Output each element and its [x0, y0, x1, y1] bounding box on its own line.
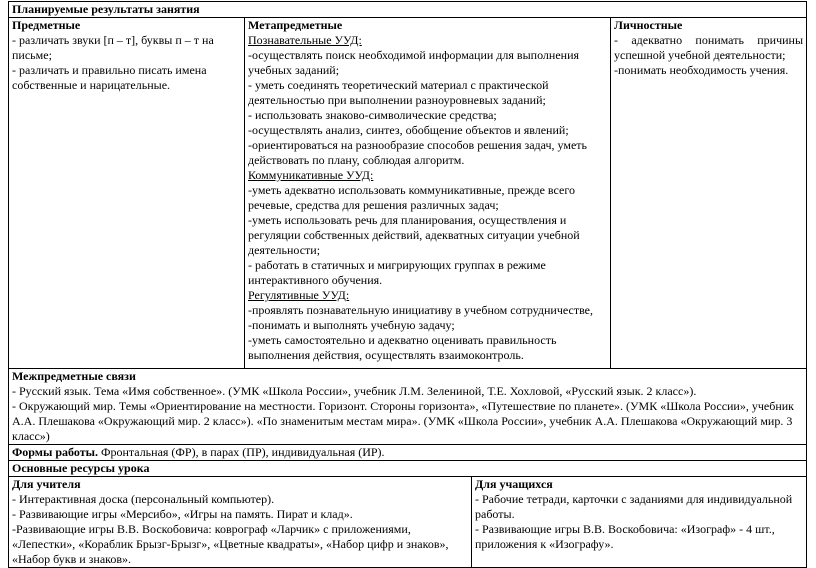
meta-line: -уметь адекватно использовать коммуникативные, прежде всего речевые, средства для решения различных задач; [248, 183, 575, 212]
teacher-line: - Интерактивная доска (персональный компьютер). [12, 492, 275, 506]
links-row [9, 369, 807, 445]
forms-row [9, 445, 807, 461]
meta-line: - использовать знаково-символические средства; [248, 108, 497, 122]
meta-line: - уметь соединять теоретический материал с практической деятельностью при выполнении разноуровневых заданий; [248, 78, 549, 107]
resources-header-row [9, 461, 807, 477]
resources-title: Основные ресурсы урока [12, 461, 150, 475]
results-table [8, 1, 807, 568]
meta-line: -осуществлять поиск необходимой информации для выполнения учебных заданий; [248, 48, 580, 77]
student-title: Для учащихся [475, 477, 553, 491]
personal-title: Личностные [614, 18, 683, 32]
subject-line: - различать звуки [п – т], буквы п – т на письме; [12, 33, 214, 62]
meta-line: - работать в статичных и мигрирующих группах в режиме интерактивного обучения. [248, 258, 546, 287]
teacher-cell [9, 477, 472, 568]
meta-cell [245, 18, 611, 369]
subject-cell [9, 18, 245, 369]
cognitive-group-title: Познавательные УУД: [248, 33, 362, 47]
regulatory-group-title: Регулятивные УУД: [248, 288, 350, 302]
links-line: - Окружающий мир. Темы «Ориентирование на местности. Горизонт. Стороны горизонта», «Путешествие по планете». (УМК «Школа России», учебник А.А. Плешакова «Окружающий мир. 2 класс»). «По знаменитым местам мира». (УМК «Школа России», учебник А.А. Плешакова «Окружающий мир. 3 класс») [12, 399, 794, 443]
resources-row [9, 477, 807, 568]
meta-line: -понимать и выполнять учебную задачу; [248, 318, 455, 332]
teacher-line: - Развивающие игры «Мерсибо», «Игры на память. Пират и клад». [12, 507, 353, 521]
meta-line: -проявлять познавательную инициативу в учебном сотрудничестве, [248, 303, 594, 317]
student-line: - Рабочие тетради, карточки с заданиями для индивидуальной работы. [475, 492, 793, 521]
meta-line: -уметь использовать речь для планирования, осуществления и регуляции собственных действий, адекватных ситуации учебной деятельности; [248, 213, 580, 257]
meta-line: -осуществлять анализ, синтез, обобщение объектов и явлений; [248, 123, 569, 137]
resources-title-cell [9, 461, 807, 477]
subject-title: Предметные [12, 18, 81, 32]
links-cell [9, 369, 807, 445]
meta-line: -уметь самостоятельно и адекватно оценивать правильность выполнения действия, осуществлять взаимоконтроль. [248, 333, 557, 362]
personal-line: -понимать необходимость учения. [614, 63, 789, 77]
lesson-results-document [8, 1, 806, 568]
forms-label: Формы работы. [12, 445, 98, 459]
subject-line: - различать и правильно писать имена собственные и нарицательные. [12, 63, 207, 92]
communicative-group-title: Коммуникативные УУД: [248, 168, 374, 182]
results-row [9, 18, 807, 369]
meta-title: Метапредметные [248, 18, 343, 32]
teacher-title: Для учителя [12, 477, 81, 491]
meta-line: -ориентироваться на разнообразие способов решения задач, уметь действовать по плану, соблюдая алгоритм. [248, 138, 588, 167]
section-header: Планируемые результаты занятия [12, 2, 200, 16]
forms-text: Фронтальная (ФР), в парах (ПР), индивидуальная (ИР). [97, 445, 385, 459]
personal-line: - адекватно понимать причины успешной учебной деятельности; [614, 33, 804, 62]
links-line: - Русский язык. Тема «Имя собственное». (УМК «Школа России», учебник Л.М. Зелениной, Т.Е. Хохловой, «Русский язык. 2 класс»). [12, 384, 697, 398]
student-line: - Развивающие игры В.В. Воскобовича: «Изограф» - 4 шт., приложения к «Изографу». [475, 522, 775, 551]
student-cell [472, 477, 807, 568]
personal-cell [611, 18, 807, 369]
header-row [9, 2, 807, 18]
links-title: Межпредметные связи [12, 369, 136, 383]
forms-cell [9, 445, 807, 461]
teacher-line: -Развивающие игры В.В. Воскобовича: коврограф «Ларчик» с приложениями, «Лепестки», «Кораблик Брызг-Брызг», «Цветные квадраты», «Набор цифр и знаков», «Набор букв и знаков». [12, 522, 449, 566]
